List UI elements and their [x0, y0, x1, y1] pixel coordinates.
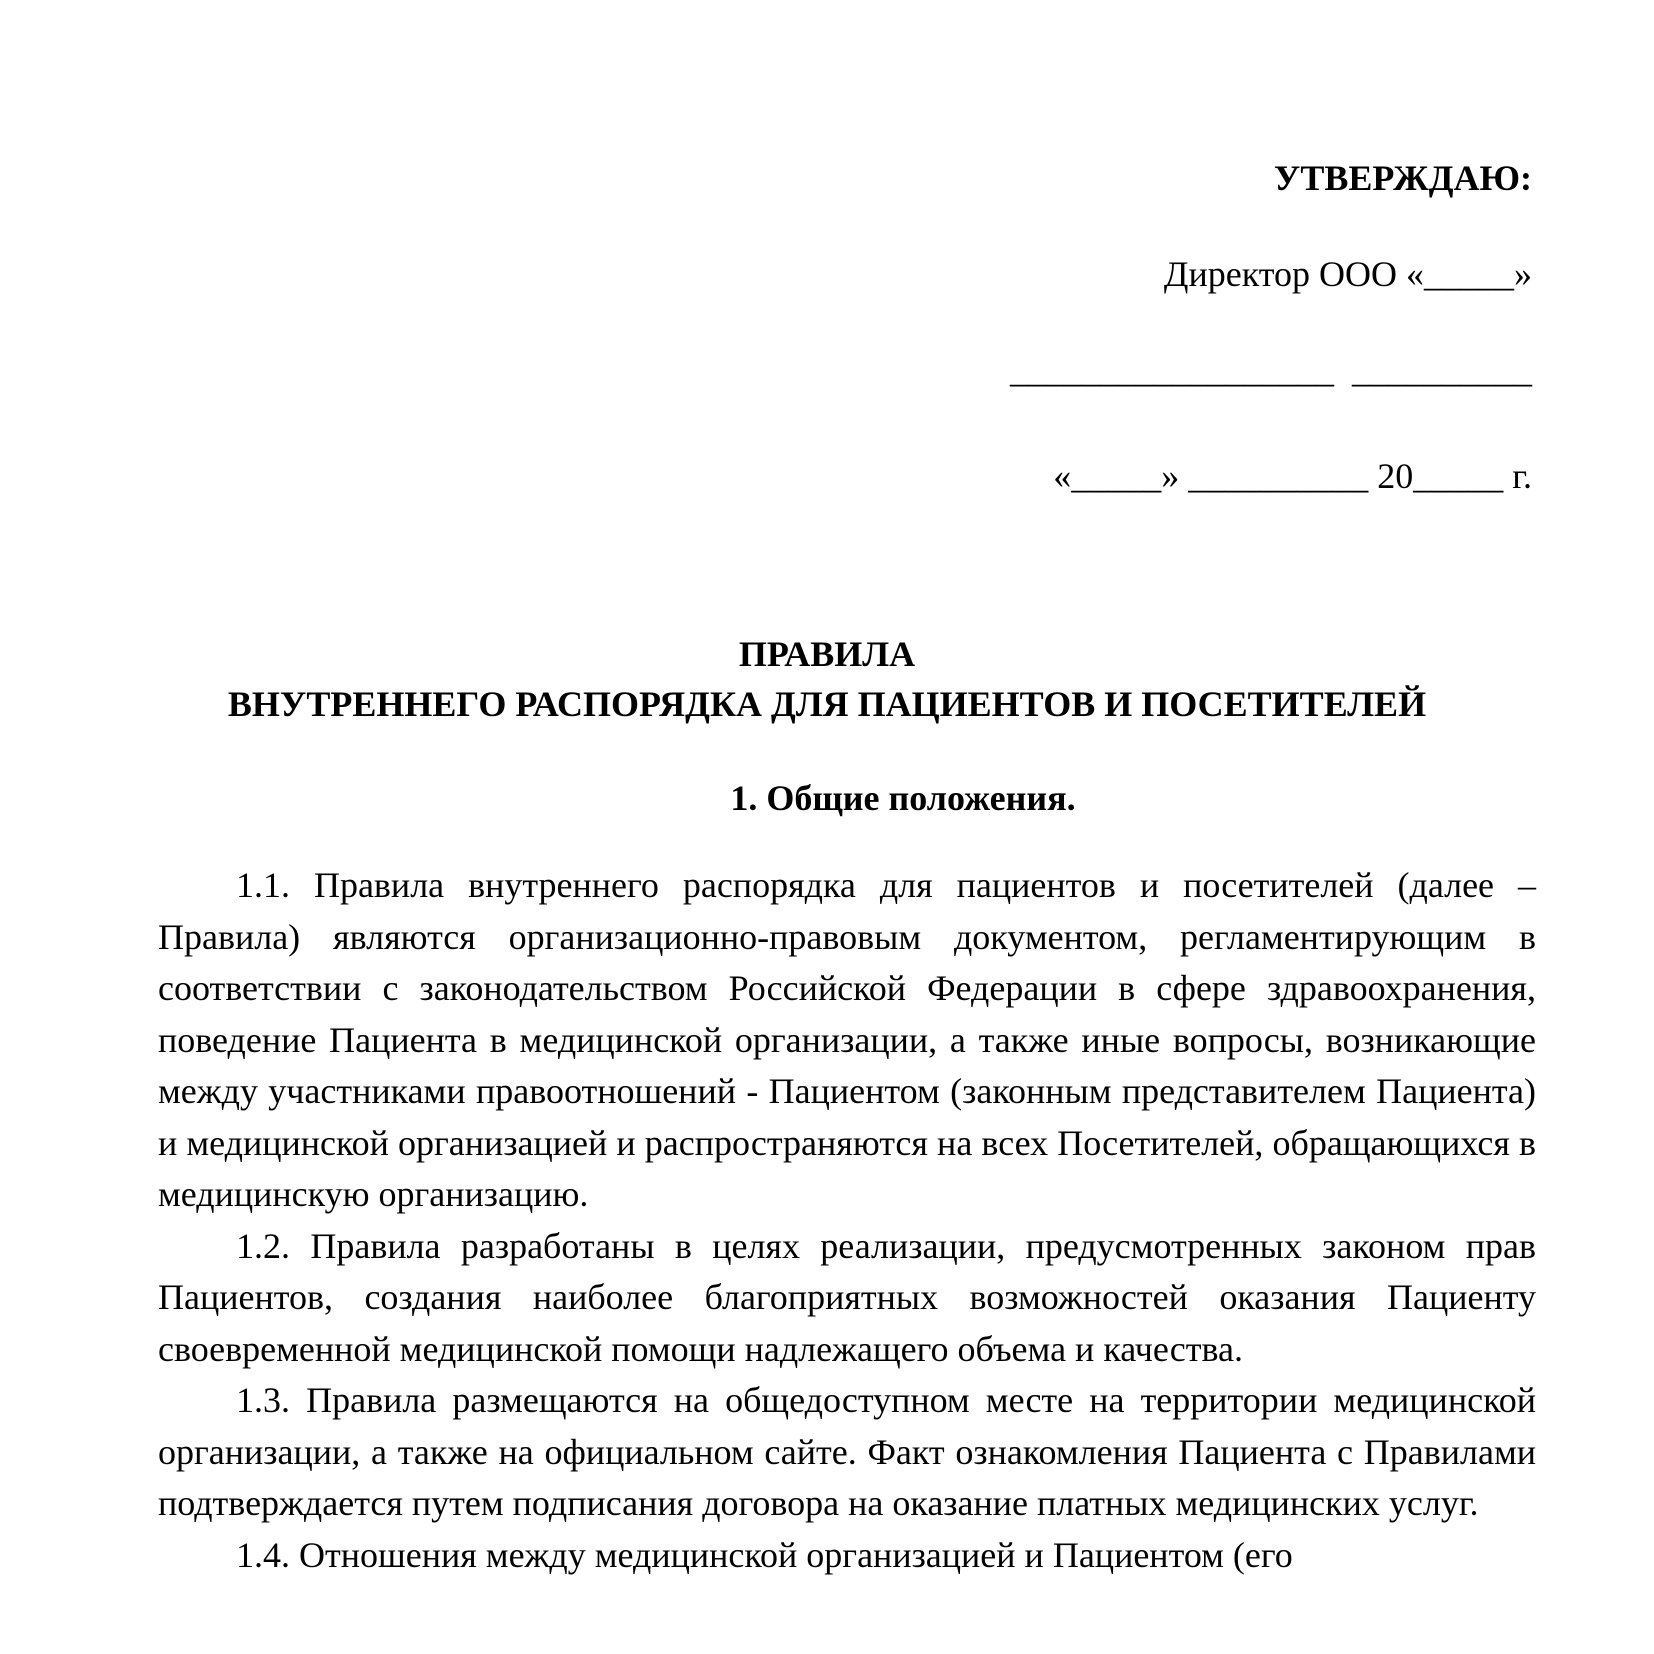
paragraph-1-4: 1.4. Отношения между медицинской организацией и Пациентом (его: [236, 1534, 1293, 1575]
paragraph-1-3: 1.3. Правила размещаются на общедоступном месте на территории медицинской организации, а также на официальном сайте. Факт ознакомления Пациента с Правилами подтверждается путем подписания договора на оказание платных медицинских услуг.: [158, 1380, 1536, 1523]
signature-line: __________________ __________: [1010, 350, 1532, 390]
paragraph-1-1: 1.1. Правила внутреннего распорядка для пациентов и посетителей (далее – Правила) являются организационно-правовым документом, регламентирующим в соответствии с законодательством Российской Федерации в сфере здравоохранения, поведение Пациента в медицинской организации, а также иные вопросы, возникающие между участниками правоотношений - Пациентом (законным представителем Пациента) и медицинской организацией и распространяются на всех Посетителей, обращающихся в медицинскую организацию.: [158, 865, 1536, 1214]
paragraph-1-2: 1.2. Правила разработаны в целях реализации, предусмотренных законом прав Пациентов, создания наиболее благоприятных возможностей оказания Пациенту своевременной медицинской помощи надлежащего объема и качества.: [158, 1225, 1536, 1369]
director-line: Директор ООО «_____»: [1163, 254, 1532, 294]
section-heading: 1. Общие положения.: [730, 778, 1076, 818]
section-body: [158, 860, 1536, 1581]
date-line: «_____» __________ 20_____ г.: [1053, 456, 1532, 496]
document-title-line2: ВНУТРЕННЕГО РАСПОРЯДКА ДЛЯ ПАЦИЕНТОВ И ПОСЕТИТЕЛЕЙ: [227, 684, 1427, 724]
approval-stamp-heading: УТВЕРЖДАЮ:: [1273, 158, 1532, 198]
document-title-line1: ПРАВИЛА: [738, 634, 916, 674]
